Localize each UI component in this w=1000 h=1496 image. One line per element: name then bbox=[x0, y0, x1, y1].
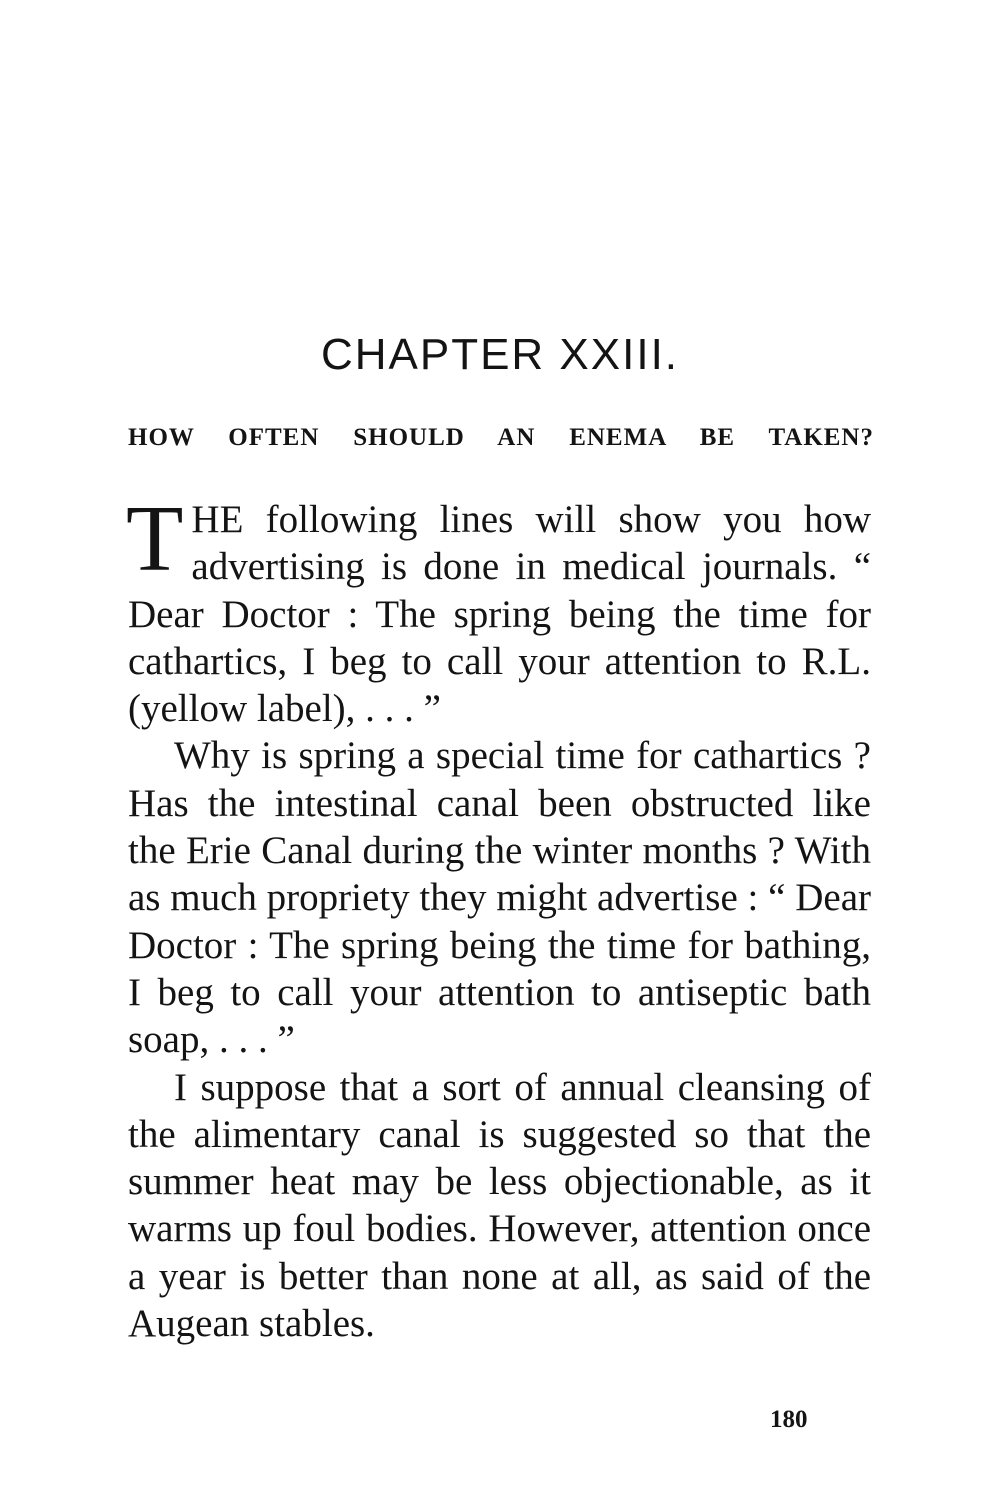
chapter-title: CHAPTER XXIII. bbox=[320, 330, 680, 379]
drop-cap: T bbox=[126, 487, 184, 591]
paragraph-2: Why is spring a special time for cathartics ? Has the intestinal canal been obstructed like the Erie Canal during the winter months ? With as much propriety they might advertise : “ Dear Doctor : The spring being the time for bathing, I beg to call your attention to antiseptic bath soap, . . . ” bbox=[128, 734, 871, 1062]
paragraph-1-text: HE following lines will show you how advertising is done in medical journals. “ Dear Doctor : The spring being the time for cathartics, I beg to call your attention to R.L. (yellow label), . . . ” bbox=[128, 498, 871, 731]
body-text bbox=[126, 487, 871, 1347]
chapter-subtitle: HOW OFTEN SHOULD AN ENEMA BE TAKEN? bbox=[128, 424, 874, 451]
paragraph-3: I suppose that a sort of annual cleansing of the alimentary canal is suggested so that the summer heat may be less objectionable, as it warms up foul bodies. However, attention once a year is better than none at all, as said of the Augean stables. bbox=[128, 1065, 871, 1346]
page-number: 180 bbox=[770, 1406, 808, 1433]
paragraph-1 bbox=[126, 487, 871, 732]
